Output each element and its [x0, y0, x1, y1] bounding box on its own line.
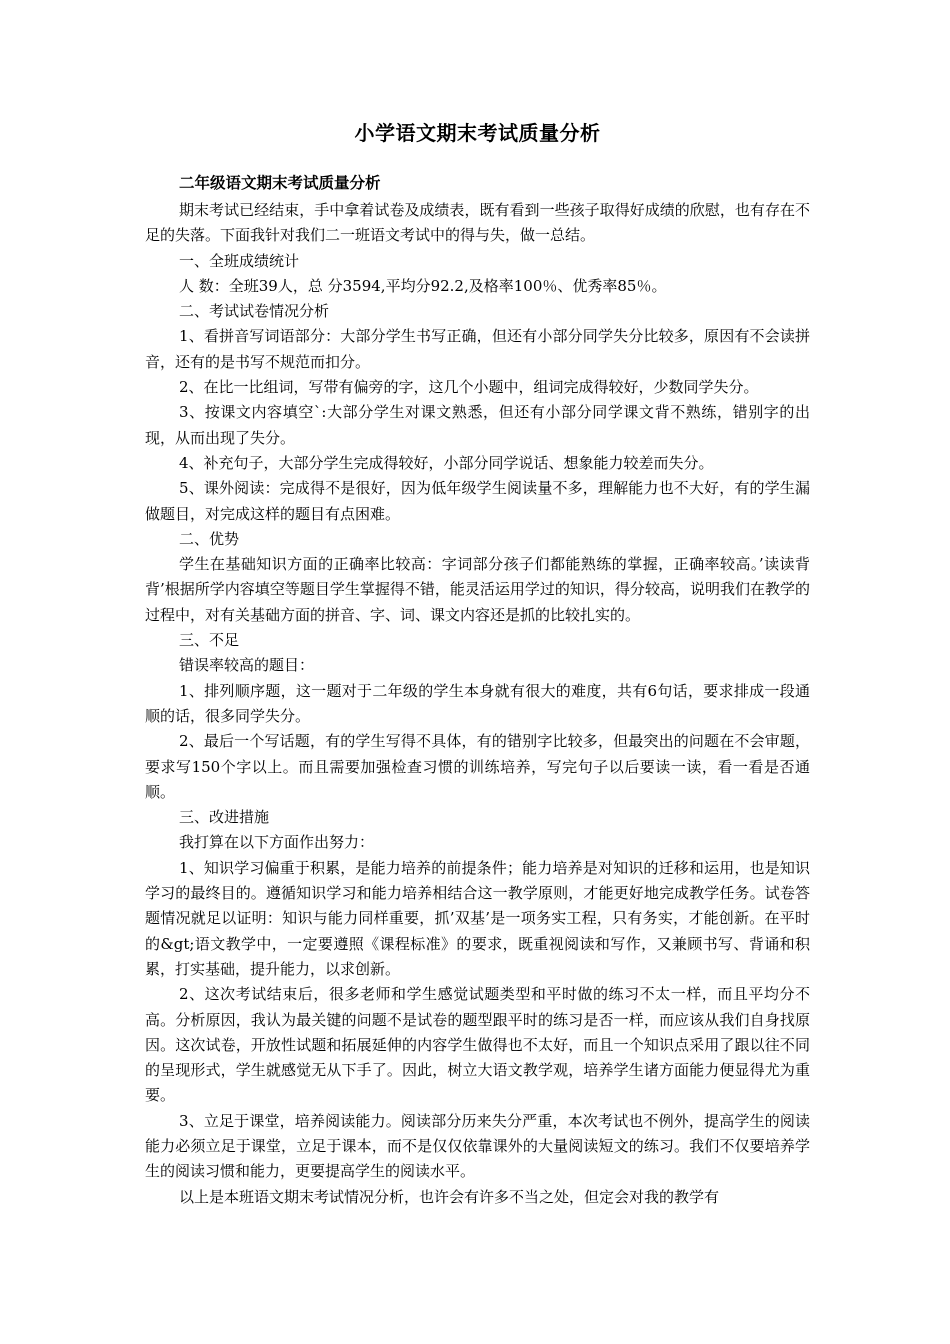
paragraph-improvements-intro: 我打算在以下方面作出努力：	[179, 833, 375, 852]
section-heading-score-stats: 一、全班成绩统计	[179, 251, 300, 270]
paragraph-improvement-1: 1、知识学习偏重于积累，是能力培养的前提条件；能力培养是对知识的迁移和运用，也是知识学习的最终目的。遵循知识学习和能力培养相结合这一教学原则，才能更好地完成教学任务。试卷答题情况就足以证明：知识与能力同样重要，抓’双基’是一项务实工程，只有务实，才能创新。在平时的&gt;语文教学中，一定要遵照《课程标准》的要求，既重视阅读和写作，又兼顾书写、背诵和积累，打实基础，提升能力，以求创新。	[145, 858, 810, 978]
paragraph-weakness-1: 1、排列顺序题，这一题对于二年级的学生本身就有很大的难度，共有6句话，要求排成一段通顺的话，很多同学失分。	[145, 681, 810, 725]
paragraph-weakness-2: 2、最后一个写话题，有的学生写得不具体，有的错别字比较多，但最突出的问题在不会审题，要求写150个字以上。而且需要加强检查习惯的训练培养，写完句子以后要读一读，看一看是否通顺。	[145, 732, 810, 801]
section-heading-weaknesses: 三、不足	[179, 631, 240, 650]
paragraph-analysis-1: 1、看拼音写词语部分：大部分学生书写正确，但还有小部分同学失分比较多，原因有不会读拼音，还有的是书写不规范而扣分。	[145, 327, 810, 371]
paragraph-strengths: 学生在基础知识方面的正确率比较高：字词部分孩子们都能熟练的掌握，正确率较高。’读读背背’根据所学内容填空等题目学生掌握得不错，能灵活运用学过的知识，得分较高，说明我们在教学的过程中，对有关基础方面的拼音、字、词、课文内容还是抓的比较扎实的。	[145, 555, 810, 624]
paragraph-score-stats: 人 数：全班39人，总 分3594,平均分92.2,及格率100％、优秀率85％。	[179, 276, 667, 295]
paragraph-improvement-3: 3、立足于课堂，培养阅读能力。阅读部分历来失分严重，本次考试也不例外，提高学生的阅读能力必须立足于课堂，立足于课本，而不是仅仅依靠课外的大量阅读短文的练习。我们不仅要培养学生的阅读习惯和能力，更要提高学生的阅读水平。	[145, 1111, 810, 1181]
paragraph-improvement-2: 2、这次考试结束后，很多老师和学生感觉试题类型和平时做的练习不太一样，而且平均分不高。分析原因，我认为最关键的问题不是试卷的题型跟平时的练习是否一样，而应该从我们自身找原因。这次试卷，开放性试题和拓展延伸的内容学生做得也不太好，而且一个知识点采用了跟以往不同的呈现形式，学生就感觉无从下手了。因此，树立大语文教学观，培养学生诸方面能力便显得尤为重要。	[145, 985, 810, 1105]
document-title: 小学语文期末考试质量分析	[354, 121, 601, 145]
paragraph-analysis-2: 2、在比一比组词，写带有偏旁的字，这几个小题中，组词完成得较好，少数同学失分。	[179, 378, 759, 397]
document-page	[145, 118, 810, 1210]
paragraph-intro: 期末考试已经结束，手中拿着试卷及成绩表，既有看到一些孩子取得好成绩的欣慰，也有存在不足的失落。下面我针对我们二一班语文考试中的得与失，做一总结。	[145, 201, 810, 245]
document-subtitle: 二年级语文期末考试质量分析	[179, 174, 381, 192]
paragraph-conclusion: 以上是本班语文期末考试情况分析，也许会有许多不当之处，但定会对我的教学有	[179, 1187, 720, 1206]
section-heading-strengths: 二、优势	[179, 529, 240, 548]
document-body	[145, 198, 810, 1210]
paragraph-analysis-4: 4、补充句子，大部分学生完成得较好，小部分同学说话、想象能力较差而失分。	[179, 453, 714, 472]
paragraph-weaknesses-intro: 错误率较高的题目：	[179, 656, 315, 675]
section-heading-paper-analysis: 二、考试试卷情况分析	[179, 302, 330, 321]
paragraph-analysis-5: 5、课外阅读：完成得不是很好，因为低年级学生阅读量不多，理解能力也不大好，有的学生漏做题目，对完成这样的题目有点困难。	[145, 479, 810, 523]
section-heading-improvements: 三、改进措施	[179, 808, 270, 827]
paragraph-analysis-3: 3、按课文内容填空`:大部分学生对课文熟悉，但还有小部分同学课文背不熟练，错别字的出现，从而出现了失分。	[145, 403, 810, 447]
